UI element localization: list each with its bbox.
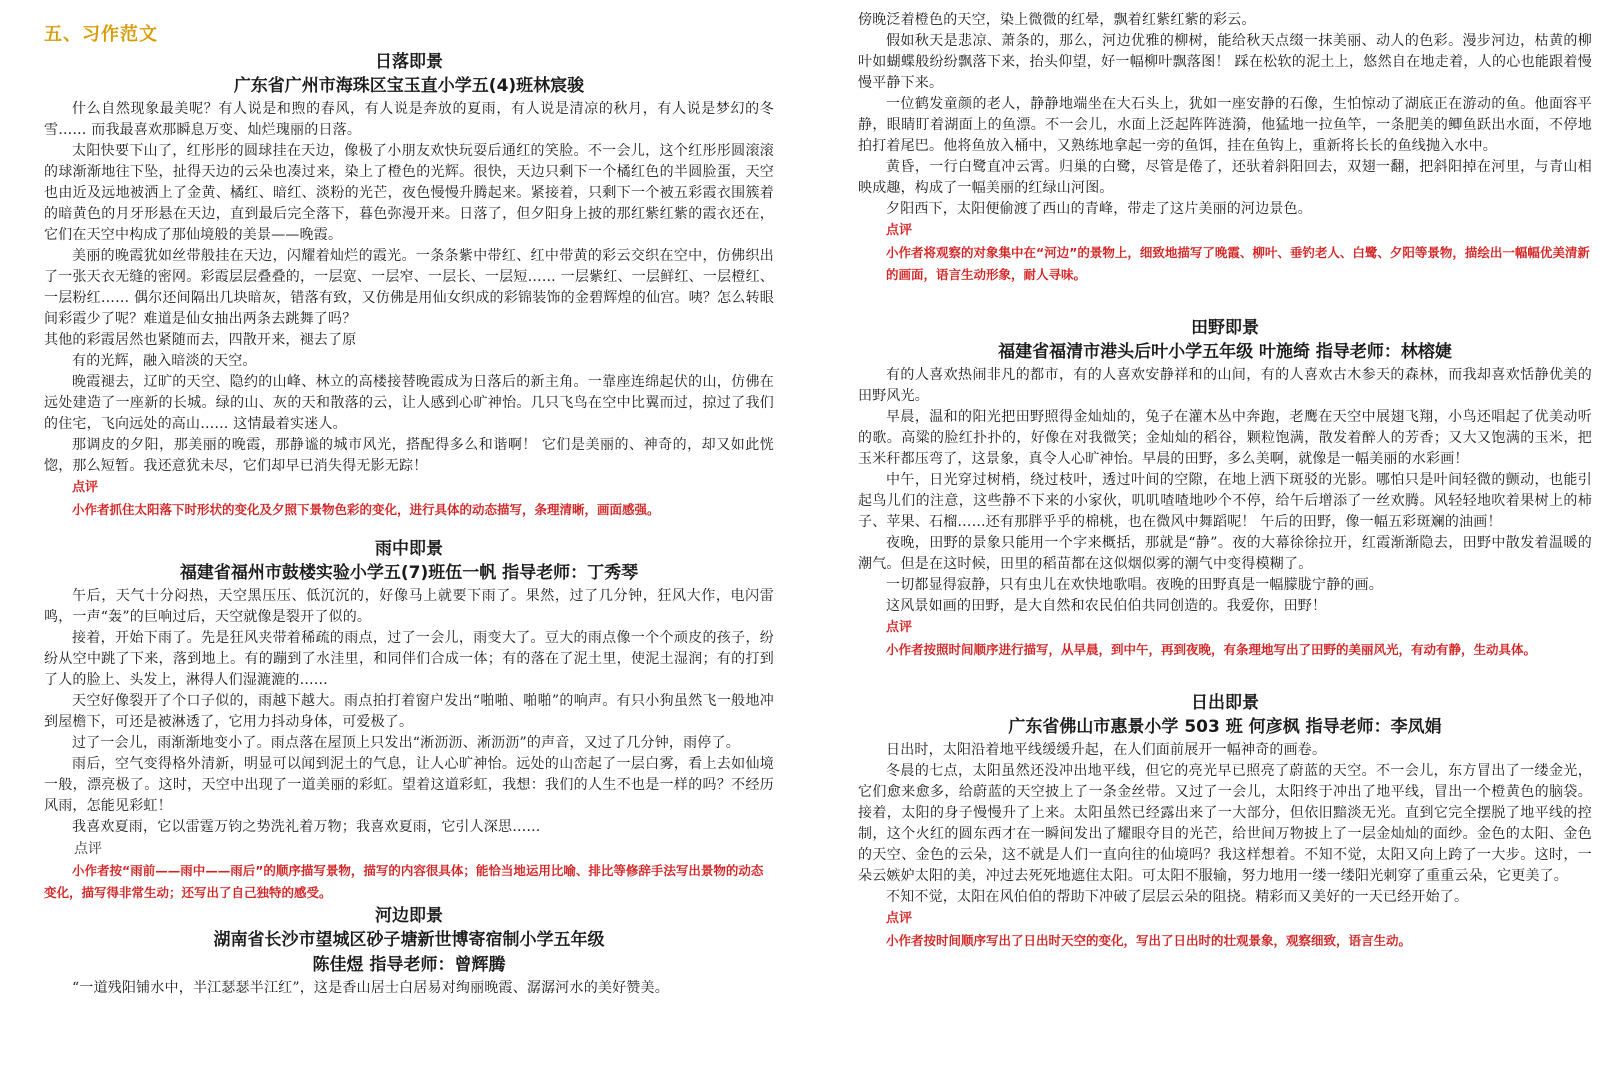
comment-text: 小作者按时间顺序写出了日出时天空的变化，写出了日出时的壮观景象，观察细致，语言生动。: [886, 933, 1412, 948]
paragraph: 雨后，空气变得格外清新，明显可以闻到泥土的气息，让人心旷神怡。远处的山峦起了一层白雾，看上去如仙境一般，漂亮极了。这时，天空中出现了一道美丽的彩虹。望着这道彩虹，我想：我们的人生不也是一样的吗？不经历风雨，怎能见彩虹！: [44, 756, 774, 814]
comment-text: 小作者按“雨前——雨中——雨后”的顺序描写景物，描写的内容很具体；能恰当地运用比喻、排比等修辞手法写出景物的动态变化，描写得非常生动；还写出了自己独特的感受。: [44, 863, 764, 900]
paragraph: 接着，开始下雨了。先是狂风夹带着稀疏的雨点，过了一会儿，雨变大了。豆大的雨点像一个个顽皮的孩子，纷纷从空中跳了下来，落到地上。有的蹦到了水洼里，和同伴们合成一体；有的落在了泥土里，使泥土湿润；有的打到了人的脸上、头发上，淋得人们湿漉漉的……: [44, 630, 774, 688]
essay-sunset: [44, 50, 774, 521]
comment-text: 小作者抓住太阳落下时形状的变化及夕照下景物色彩的变化，进行具体的动态描写，条理清晰，画面感强。: [72, 502, 660, 517]
paragraph: 早晨，温和的阳光把田野照得金灿灿的，兔子在灌木丛中奔跑，老鹰在天空中展翅飞翔，小鸟还唱起了优美动听的歌。高粱的脸红扑扑的，好像在对我微笑；金灿灿的稻谷，颗粒饱满，散发着醉人的芳香；又大又饱满的玉米，把玉米秆都压弯了，这景象，真令人心旷神怡。早晨的田野，多么美啊，就像是一幅美丽的水彩画！: [858, 409, 1592, 467]
paragraph: 一位鹤发童颜的老人，静静地端坐在大石头上，犹如一座安静的石像，生怕惊动了湖底正在游动的鱼。他面容平静，眼睛盯着湖面上的鱼漂。不一会儿，水面上泛起阵阵涟漪，他猛地一拉鱼竿，一条肥美的鲫鱼跃出水面，不停地拍打着尾巴。他将鱼放入桶中，又熟练地拿起一旁的鱼饵，挂在鱼钩上，重新将长长的鱼线抛入水中。: [858, 96, 1592, 154]
essay-author: 福建省福州市鼓楼实验小学五(7)班伍一帆 指导老师：丁秀琴: [179, 563, 639, 583]
paragraph: 冬晨的七点，太阳虽然还没冲出地平线，但它的亮光早已照亮了蔚蓝的天空。不一会儿，东方冒出了一缕金光，它们愈来愈多，给蔚蓝的天空披上了一条金丝带。又过了一会儿，太阳终于冲出了地平线，冒出一个橙黄色的脑袋。接着，太阳的身子慢慢升了上来。太阳虽然已经露出来了一大部分，但依旧黯淡无光。直到它完全摆脱了地平线的控制，这个火红的圆东西才在一瞬间发出了耀眼夺目的光芒，给世间万物披上了一层金灿灿的面纱。金色的太阳、金色的天空、金色的云朵，这不就是人们一直向往的仙境吗？我这样想着。不知不觉，太阳又向上跨了一大步。这时，一朵云嫉妒太阳的美，冲过去死死地遮住太阳。可太阳不服输，努力地用一缕一缕阳光刺穿了重重云朵，它更美了。: [858, 763, 1592, 884]
comment-label: 点评: [74, 841, 102, 857]
left-column: [44, 0, 774, 1080]
essay-title: 日出即景: [1191, 693, 1259, 713]
essay-fields: [858, 316, 1592, 661]
essay-title: 田野即景: [1191, 318, 1259, 338]
essay-author-name: 陈佳煜 指导老师：曾辉腾: [312, 955, 506, 975]
paragraph: 夕阳西下，太阳便偷渡了西山的青峰，带走了这片美丽的河边景色。: [886, 201, 1312, 217]
comment-text: 小作者将观察的对象集中在“河边”的景物上，细致地描写了晚霞、柳叶、垂钓老人、白鹭、夕阳等景物，描绘出一幅幅优美清新的画面，语言生动形象，耐人寻味。: [886, 245, 1590, 282]
paragraph: 日出时，太阳沿着地平线缓缓升起，在人们面前展开一幅神奇的画卷。: [886, 742, 1327, 758]
paragraph: 过了一会儿，雨渐渐地变小了。雨点落在屋顶上只发出“淅沥沥、淅沥沥”的声音，又过了几分钟，雨停了。: [72, 735, 740, 751]
paragraph: 午后，天气十分闷热，天空黑压压、低沉沉的，好像马上就要下雨了。果然，过了几分钟，狂风大作，电闪雷鸣，一声“轰”的巨响过后，天空就像是裂开了似的。: [44, 588, 774, 625]
paragraph: 天空好像裂开了个口子似的，雨越下越大。雨点拍打着窗户发出“啪啪、啪啪”的响声。有只小狗虽然飞一般地冲到屋檐下，可还是被淋透了，它用力抖动身体，可爱极了。: [44, 693, 774, 730]
comment-text: 小作者按照时间顺序进行描写，从早晨，到中午，再到夜晚，有条理地写出了田野的美丽风光，有动有静，生动具体。: [886, 642, 1537, 657]
comment-label: 点评: [72, 480, 99, 495]
paragraph: 其他的彩霞居然也紧随而去，四散开来，褪去了原: [44, 332, 357, 348]
paragraph: 一切都显得寂静，只有虫儿在欢快地歌唱。夜晚的田野真是一幅朦胧宁静的画。: [886, 577, 1383, 593]
essay-title: 日落即景: [375, 52, 443, 72]
essay-author: 福建省福清市港头后叶小学五年级 叶施绮 指导老师：林榕婕: [998, 342, 1452, 362]
essay-author: 广东省佛山市惠景小学 503 班 何彦枫 指导老师：李凤娟: [1008, 717, 1442, 737]
essay-rain: [44, 537, 774, 904]
paragraph: 晚霞褪去，辽旷的天空、隐约的山峰、林立的高楼接替晚霞成为日落后的新主角。一靠座连绵起伏的山，仿佛在远处建造了一座新的长城。绿的山、灰的天和散落的云，让人感到心旷神怡。几只飞鸟在空中比翼而过，掠过了我们的住宅，飞向远处的高山…… 这情最着实迷人。: [44, 374, 774, 432]
paragraph: 不知不觉，太阳在风伯伯的帮助下冲破了层层云朵的阻挠。精彩而又美好的一天已经开始了。: [886, 889, 1469, 905]
paragraph: 太阳快要下山了，红彤彤的圆球挂在天边，像极了小朋友欢快玩耍后通红的笑脸。不一会儿，这个红彤彤圆滚滚的球渐渐地往下坠，扯得天边的云朵也凑过来，染上了橙色的光辉。很快，天边只剩下一个橘红色的半圆脸蛋，天空也由近及远地被洒上了金黄、橘红、暗红、淡粉的光芒，夜色慢慢升腾起来。紧接着，只剩下一个被五彩霞衣围簇着的暗黄色的月牙形悬在天边，直到最后完全落下，暮色弥漫开来。日落了，但夕阳身上披的那红紫红紫的霞衣还在，它们在天空中构成了那仙境般的美景——晚霞。: [44, 143, 774, 243]
paragraph: 中午，日光穿过树梢，绕过枝叶，透过叶间的空隙，在地上洒下斑驳的光影。哪怕只是叶间轻微的颤动，也能引起鸟儿们的注意，这些静不下来的小家伙，叽叽喳喳地吵个不停，给午后增添了一丝欢腾。风轻轻地吹着果树上的柿子、苹果、石榴……还有那胖乎乎的棉桃，也在微风中舞蹈呢！ 午后的田野，像一幅五彩斑斓的油画！: [858, 472, 1592, 530]
paragraph: 假如秋天是悲凉、萧条的，那么，河边优雅的柳树，能给秋天点缀一抹美丽、动人的色彩。漫步河边，枯黄的柳叶如蝴蝶般纷纷飘落下来，抬头仰望，好一幅柳叶飘落图！ 踩在松软的泥土上，悠然自在地走着，人的心也能跟着慢慢平静下来。: [858, 33, 1592, 91]
essay-sunrise: [858, 691, 1592, 952]
paragraph: 那调皮的夕阳，那美丽的晚霞，那静谧的城市风光，搭配得多么和谐啊！ 它们是美丽的、神奇的，却又如此恍惚，那么短暂。我还意犹未尽，它们却早已消失得无影无踪！: [44, 437, 774, 474]
section-title: 五、习作范文: [44, 24, 158, 45]
paragraph: 有的光辉，融入暗淡的天空。: [72, 353, 257, 369]
essay-author: 广东省广州市海珠区宝玉直小学五(4)班林宸骏: [233, 76, 585, 96]
paragraph: 傍晚泛着橙色的天空，染上微微的红晕，飘着红紫红紫的彩云。: [858, 12, 1256, 28]
paragraph: 美丽的晚霞犹如丝带般挂在天边，闪耀着灿烂的霞光。一条条紫中带红、红中带黄的彩云交织在空中，仿佛织出了一张天衣无缝的密网。彩霞层层叠叠的，一层宽、一层窄、一层长、一层短…… 一层紫红、一层鲜红、一层橙红、一层粉红…… 偶尔还间隔出几块暗灰，错落有致，又仿佛是用仙女织成的彩锦装饰的金碧辉煌的仙宫。咦？怎么转眼间彩霞少了呢？难道是仙女抽出两条去跳舞了吗？: [44, 248, 774, 327]
right-column: [858, 0, 1592, 1080]
essay-title: 河边即景: [375, 906, 443, 926]
paragraph: 我喜欢夏雨，它以雷霆万钧之势洗礼着万物；我喜欢夏雨，它引人深思……: [72, 819, 541, 835]
paragraph: “一道残阳铺水中，半江瑟瑟半江红”，这是香山居士白居易对绚丽晚霞、潺潺河水的美好赞美。: [72, 980, 669, 996]
paragraph: 这风景如画的田野，是大自然和农民伯伯共同创造的。我爱你，田野！: [886, 598, 1327, 614]
essay-riverside-continued: [858, 10, 1592, 286]
comment-label: 点评: [886, 620, 913, 635]
paragraph: 什么自然现象最美呢？有人说是和煦的春风，有人说是奔放的夏雨，有人说是清凉的秋月，有人说是梦幻的冬雪…… 而我最喜欢那瞬息万变、灿烂瑰丽的日落。: [44, 101, 774, 138]
essay-title: 雨中即景: [375, 539, 443, 559]
paragraph: 有的人喜欢热闹非凡的都市，有的人喜欢安静祥和的山间，有的人喜欢古木参天的森林，而我却喜欢恬静优美的田野风光。: [858, 367, 1592, 404]
paragraph: 夜晚，田野的景象只能用一个字来概括，那就是“静”。夜的大幕徐徐拉开，红霞渐渐隐去，田野中散发着温暖的潮气。但是在这时候，田里的稻苗都在这似烟似雾的潮气中变得模糊了。: [858, 535, 1592, 572]
paragraph: 黄昏，一行白鹭直冲云霄。归巢的白鹭，尽管是倦了，还驮着斜阳回去，双翅一翻，把斜阳掉在河里，与青山相映成趣，构成了一幅美丽的红绿山河图。: [858, 159, 1592, 196]
essay-riverside: [44, 904, 774, 999]
comment-label: 点评: [886, 911, 913, 926]
essay-author-school: 湖南省长沙市望城区砂子塘新世博寄宿制小学五年级: [213, 930, 605, 950]
comment-label: 点评: [886, 223, 913, 238]
